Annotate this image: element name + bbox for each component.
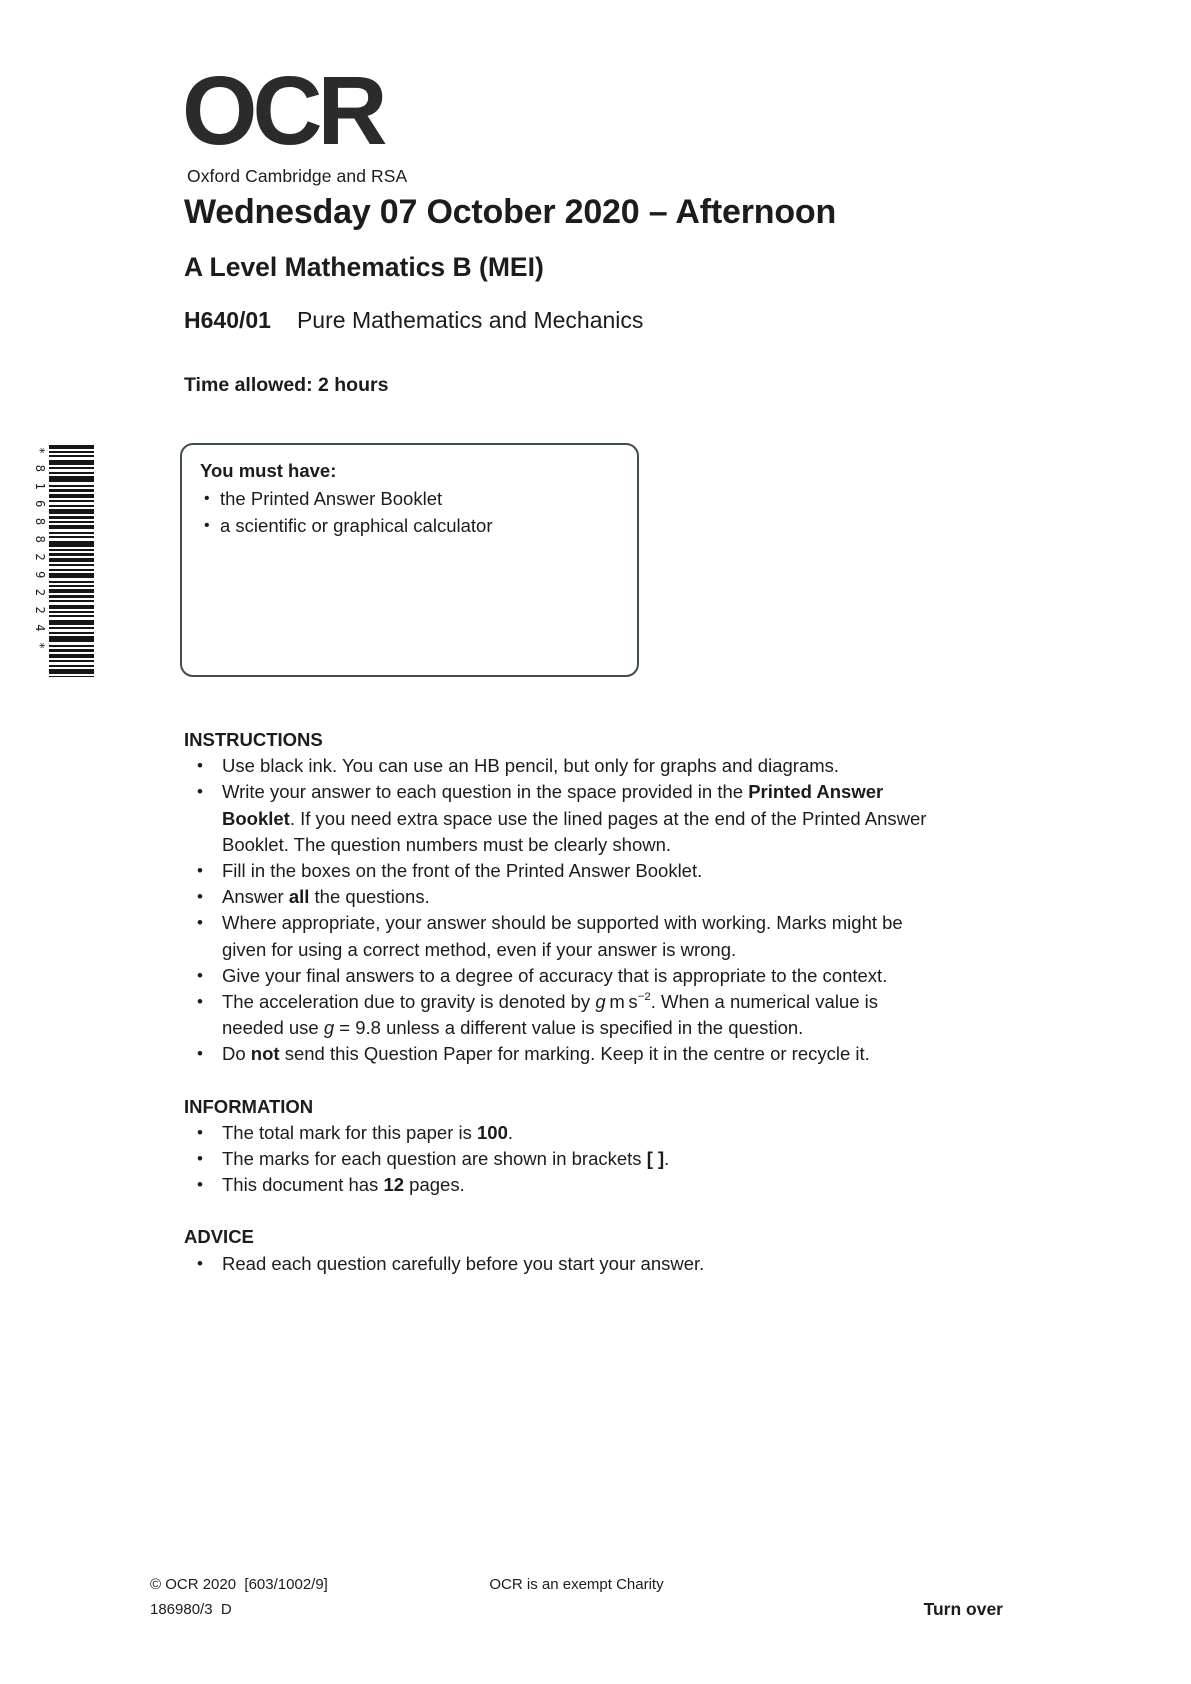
bullet-item: • Answer all the questions.: [184, 884, 1016, 910]
sections-column: [184, 727, 1016, 1277]
footer: [150, 1572, 1003, 1622]
barcode-label: *8168829224*: [33, 447, 47, 660]
qualification-title: A Level Mathematics B (MEI): [184, 252, 544, 282]
paper-line: [184, 307, 643, 334]
must-have-title: You must have:: [200, 460, 337, 481]
bullet-item: • The acceleration due to gravity is denoted by g m $s^{-2}$. When a numerical value is needed use g = 9.8 unless a different value is specified in the question.: [184, 989, 1016, 1041]
bullet-item: • Use black ink. You can use an HB pencil, but only for graphs and diagrams.: [184, 753, 1016, 779]
barcode-bar: [49, 676, 94, 677]
bullet-item: • Give your final answers to a degree of accuracy that is appropriate to the context.: [184, 963, 1016, 989]
paper-title: Pure Mathematics and Mechanics: [296, 307, 644, 333]
must-have-item: • the Printed Answer Booklet: [200, 485, 619, 512]
bullet-item: • Fill in the boxes on the front of the Printed Answer Booklet.: [184, 858, 1016, 884]
turn-over-label: Turn over: [923, 1599, 1003, 1619]
must-have-item: • a scientific or graphical calculator: [200, 512, 619, 539]
bullet-list: [184, 1120, 1016, 1199]
footer-charity: OCR is an exempt Charity: [489, 1576, 664, 1593]
footer-doc-code: 186980/3 D: [150, 1601, 232, 1618]
exam-date-title: Wednesday 07 October 2020 – Afternoon: [184, 193, 837, 231]
bullet-item: • The total mark for this paper is 100.: [184, 1120, 1016, 1146]
bullet-item: • The marks for each question are shown in brackets [ ].: [184, 1146, 1016, 1172]
must-have-list: [200, 485, 619, 539]
section-heading: INFORMATION: [184, 1095, 314, 1117]
bullet-list: [184, 1251, 1016, 1277]
ocr-logo-text: OCR: [182, 56, 383, 165]
time-allowed: Time allowed: 2 hours: [184, 374, 389, 396]
section-information: [184, 1094, 1016, 1199]
section-heading: INSTRUCTIONS: [184, 729, 323, 750]
bullet-item: • This document has 12 pages.: [184, 1172, 1016, 1198]
must-have-box: [180, 443, 639, 677]
bullet-item: • Do not send this Question Paper for marking. Keep it in the centre or recycle it.: [184, 1041, 1016, 1067]
ocr-logo: [182, 56, 408, 187]
section-advice: [184, 1224, 1016, 1276]
footer-copyright: © OCR 2020 [603/1002/9]: [150, 1576, 328, 1593]
section-heading: ADVICE: [184, 1226, 254, 1248]
bullet-list: [184, 753, 1016, 1067]
footer-row-2: [150, 1597, 1003, 1622]
ocr-logo-tagline: Oxford Cambridge and RSA: [187, 166, 408, 186]
bullet-item: • Where appropriate, your answer should be supported with working. Marks might be given for using a correct method, even if your answer is wrong.: [184, 910, 1016, 962]
section-instructions: [184, 727, 1016, 1068]
bullet-item: • Read each question carefully before you start your answer.: [184, 1251, 1016, 1277]
bullet-item: • Write your answer to each question in the space provided in the Printed Answer Booklet. If you need extra space use the lined pages at the end of the Printed Answer Booklet. The question numbers must be clearly shown.: [184, 779, 1016, 858]
footer-row-1: [150, 1572, 1003, 1597]
barcode: [49, 445, 94, 677]
paper-code: H640/01: [184, 307, 271, 333]
